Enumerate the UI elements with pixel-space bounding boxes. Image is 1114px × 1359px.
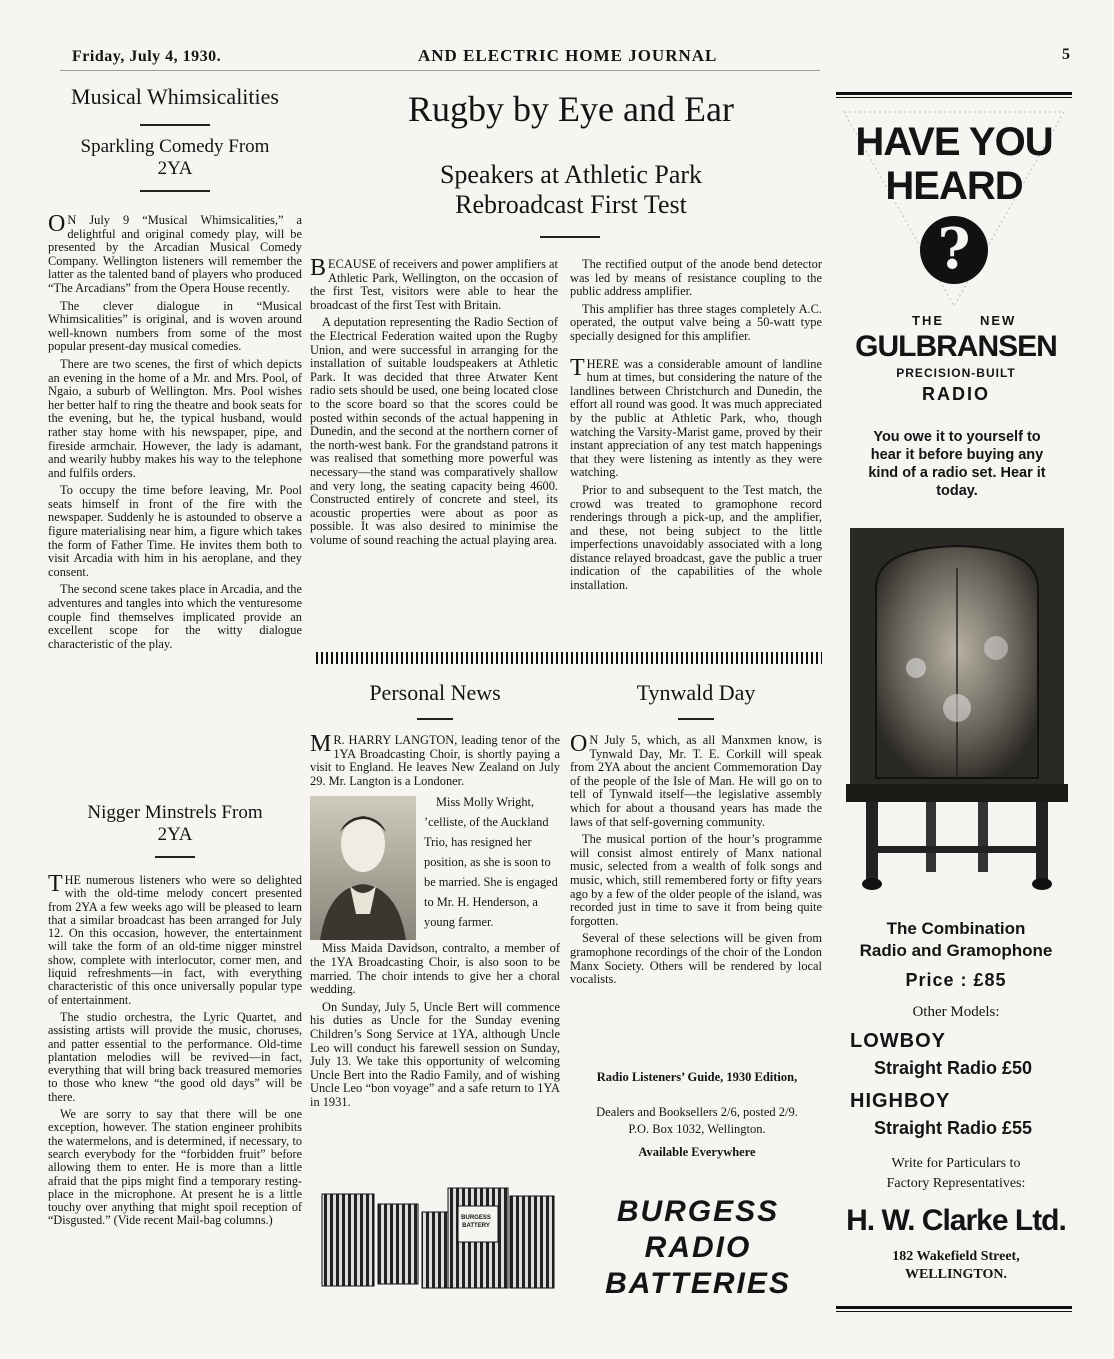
paragraph: R. HARRY LANGTON, leading tenor of the 1YA Broadcasting Choir, is shortly paying a visit to England. He leaves New Zealand on July 29. Mr. Langton is a Londoner.	[310, 733, 560, 788]
header-rule	[60, 70, 820, 71]
rugby-body-col1	[310, 255, 558, 551]
rugby-subtitle-line1: Speakers at Athletic Park	[439, 160, 703, 189]
divider	[540, 236, 600, 238]
gulbransen-pitch: You owe it to yourself to hear it before buying any kind of a radio set. Hear it today.	[868, 429, 1046, 499]
journal-title: AND ELECTRIC HOME JOURNAL	[418, 46, 718, 65]
address-city: WELLINGTON.	[904, 1267, 1008, 1282]
paragraph: There are two scenes, the first of which depicts an evening in the home of a Mr. and Mrs. Pool, of Ngaio, a suburb of Wellington. Mrs. Pool wishes her better half to ring the theatre and book seats for the evening, but he, the typical husband, would rather stay home with his newspaper, pipe, and fireside armchair. However, the lady is adamant, and wearily hubby makes his way to the telephone and fulfils orders.	[48, 356, 302, 480]
gulbransen-banner	[842, 110, 1066, 310]
portrait-icon	[310, 796, 416, 940]
drop-cap: O	[570, 731, 588, 757]
rugby-body-col2	[570, 258, 822, 597]
tynwald-article	[570, 680, 822, 991]
drop-cap: T	[570, 354, 585, 381]
precision-label: PRECISION-BUILT	[896, 366, 1016, 380]
paragraph: The second scene takes place in Arcadia, and the adventures and tangles into which the venturesome couple find themselves implicated provide an excellent scope for the witty dialogue characteristic of the play.	[48, 582, 302, 651]
musical-body	[48, 211, 302, 651]
drop-cap: M	[310, 731, 332, 757]
write-for-particulars	[842, 1154, 1070, 1194]
minstrels-body	[48, 871, 302, 1228]
paragraph: Miss Maida Davidson, contralto, a member of the 1YA Broadcasting Choir, is also soon to be married. The choir intends to give her a choral wedding.	[310, 941, 560, 997]
tynwald-title: Tynwald Day	[636, 680, 756, 705]
lowboy-price: Straight Radio £50	[874, 1058, 1033, 1078]
combination-line2: Radio and Gramophone	[859, 941, 1053, 960]
highboy-price: Straight Radio £55	[874, 1118, 1033, 1138]
paragraph: N July 9 “Musical Whimsicalities,” a delightful and original comedy play, will be presented by the Arcadian Musical Comedy Company. Wellington listeners will remember the latter as the talented band of players who produced “The Arcadians” from the Opera House recently.	[48, 213, 302, 295]
musical-article	[48, 84, 302, 655]
highboy-model: HIGHBOY	[850, 1090, 951, 1112]
burgess-line3: BATTERIES	[605, 1267, 791, 1300]
guide-availability: Available Everywhere	[638, 1145, 756, 1159]
rugby-subtitle-line2: Rebroadcast First Test	[455, 190, 687, 219]
paragraph: This amplifier has three stages completely A.C. operated, the output valve being a 50-watt type specially designed for this amplifier.	[570, 301, 822, 343]
lowboy-model: LOWBOY	[850, 1030, 946, 1052]
musical-title: Musical Whimsicalities	[71, 84, 279, 109]
drop-cap: B	[310, 255, 327, 281]
decorative-rule	[316, 652, 822, 664]
paragraph: We are sorry to say that there will be one exception, however. The station engineer prohibits the watermelons, and is determined, if necessary, to search everybody for the “forbidden fruit” before allowing them to enter. He is more than a little afraid that the pips might find a temporary resting-place in the microphone. At present he is a little touchy over anything that might spoil reception of “Disgusted.” (Vide recent Mail-bag columns.)	[48, 1107, 302, 1228]
paragraph: Prior to and subsequent to the Test match, the crowd was treated to gramophone record renderings through a pick-up, and the amplifier, and these, not being subject to the little imperfections unavoidably associated with a long distance relayed broadcast, gave the public a truer indication of the capabilities of the whole installation.	[570, 482, 822, 593]
radio-cabinet-illustration	[846, 528, 1068, 898]
drop-cap: T	[48, 871, 63, 897]
guide-notice	[566, 1070, 828, 1160]
battery-illustration	[318, 1182, 558, 1300]
divider	[155, 856, 195, 858]
guide-title: Radio Listeners’ Guide, 1930 Edition,	[596, 1070, 798, 1084]
paragraph: N July 5, which, as all Manxmen know, is Tynwald Day, Mr. T. E. Corkill will speak from 2YA about the ancient Commemoration Day of the people of the Isle of Man. He will go on to tell of Tynwald itself—the legislative assembly which for about a thousand years has made the laws of that self-governing community.	[570, 733, 822, 829]
paragraph: HERE was a considerable amount of landline hum at times, but considering the nature of the landlines between Christchurch and Dunedin, the effort all round was good. It was much appreciated by the public at Athletic Park, who, though watching the Varsity-Marist game, proved by their instant appreciation of any test match happenings that they were listening as intently as they were watching.	[570, 356, 822, 480]
divider	[417, 718, 453, 720]
burgess-ad	[316, 1182, 824, 1302]
combination-price: Price : £85	[905, 970, 1007, 990]
address-street: 182 Wakefield Street,	[892, 1249, 1020, 1264]
burgess-line2: RADIO	[644, 1231, 752, 1264]
paragraph: ECAUSE of receivers and power amplifiers at Athletic Park, Wellington, on the occasion of the first Test, visitors were able to hear the broadcast of the first Test with Britain.	[310, 257, 558, 312]
divider	[678, 718, 714, 720]
paragraph: To occupy the time before leaving, Mr. Pool seats himself in front of the fire with the newspaper. Suddenly he is astounded to observe a figure materialising near him, a figure which takes the form of Father Time. He invites them both to visit Arcadia with him in his aeroplane, and they consent.	[48, 483, 302, 579]
combination-heading	[842, 918, 1070, 962]
heard-heading: HEARD	[885, 164, 1023, 208]
page-number: 5	[1062, 46, 1071, 63]
personal-body	[310, 731, 560, 1110]
paragraph: The rectified output of the anode bend detector was led by means of resistance coupling to the public address amplifier.	[570, 257, 822, 299]
paragraph: Miss Molly Wright, ’celliste, of the Auckland Trio, has resigned her position, as she is soon to be married. She is engaged to Mr. H. Henderson, a young farmer.	[424, 795, 558, 930]
minstrels-article	[48, 802, 302, 1232]
burgess-line1: BURGESS	[616, 1195, 780, 1228]
guide-address: P.O. Box 1032, Wellington.	[628, 1122, 766, 1136]
other-models-label: Other Models:	[912, 1004, 1000, 1020]
drop-cap: O	[48, 211, 66, 237]
paragraph: HE numerous listeners who were so delighted with the old-time melody concert presented from 2YA a few weeks ago will be pleased to learn that a similar broadcast has been arranged for July 12. On this occasion, however, the entertainment will take the form of an old-time nigger minstrel show, complete with interlocutor, corner men, and liquid refreshments—in fact, with everything characteristic of this once universally popular type of entertainment.	[48, 873, 302, 1007]
paragraph: A deputation representing the Radio Section of the Electrical Federation waited upon the Rugby Union, and were successful in arranging for the installation of suitable loudspeakers at Athletic Park. It was decided that three Atwater Kent radio sets should be used, one being located close to the score board so that the scores could be posted within seconds of the actual happening in Dunedin, and the second at the northern corner of the north-west bank. For the grandstand patrons it was realised that something more powerful was necessary—the stand was comparatively shallow and very long, the seating capacity being 4600. Constructed entirely of concrete and steel, its acoustic properties were about as poor as possible. It was also desired to minimise the volume of sound reaching the actual playing area.	[310, 315, 558, 547]
paragraph: On Sunday, July 5, Uncle Bert will commence his duties as Uncle for the Sunday evening Children’s Song Service at 1YA, although Uncle Leo will conduct his farewell session on Sunday, July 13. We take this opportunity of welcoming Uncle Bert into the Radio Family, and of wishing Uncle Leo “bon voyage” and a safe return to 1YA in 1931.	[310, 999, 560, 1109]
personal-title: Personal News	[369, 680, 501, 705]
minstrels-title-line1: Nigger Minstrels From	[87, 802, 263, 823]
battery-label: BURGESS BATTERY	[461, 1215, 491, 1229]
svg-text:?: ?	[937, 216, 971, 282]
divider	[140, 124, 210, 126]
new-label: NEW	[980, 313, 1017, 328]
musical-subtitle-line2: 2YA	[157, 158, 193, 179]
company-address	[842, 1248, 1070, 1284]
portrait-photo	[310, 796, 416, 940]
minstrels-title-line2: 2YA	[157, 824, 193, 845]
the-label: THE	[912, 313, 944, 328]
musical-subtitle-line1: Sparkling Comedy From	[80, 136, 270, 157]
combination-line1: The Combination	[886, 919, 1026, 938]
burgess-slogan	[574, 1194, 822, 1302]
guide-price: Dealers and Booksellers 2/6, posted 2/9.	[596, 1105, 798, 1119]
cabinet-icon	[846, 528, 1068, 898]
have-you-heading: HAVE YOU	[855, 120, 1053, 164]
radio-label: RADIO	[922, 384, 990, 404]
paragraph: The clever dialogue in “Musical Whimsicalities” is original, and is woven around well-known numbers from some of the most popular present-day musical comedies.	[48, 298, 302, 354]
paragraph: The studio orchestra, the Lyric Quartet, and assisting artists will provide the music, choruses, and patter essential to the performance. Old-time plantation melodies will be revived—in fact, everything that will bring back treasured memories to those who knew “the good old days” will be there.	[48, 1009, 302, 1104]
company-name: H. W. Clarke Ltd.	[846, 1204, 1066, 1237]
ad-bottom-rule	[836, 1306, 1072, 1312]
divider	[140, 190, 210, 192]
paragraph: Several of these selections will be given from gramophone recordings of the choir of the London Manx Society. Others will be rendered by local vocalists.	[570, 931, 822, 987]
gulbransen-brand: GULBRANSEN	[855, 330, 1057, 363]
rugby-title: Rugby by Eye and Ear	[408, 89, 734, 129]
rugby-subtitle	[312, 160, 830, 220]
page-date: Friday, July 4, 1930.	[72, 48, 222, 65]
ad-top-rule	[836, 92, 1072, 98]
paragraph: The musical portion of the hour’s programme will consist almost entirely of Manx national music, selected from a wealth of folk songs and music, which, still remembered forty or fifty years ago by a few of the older people of the island, was recorded just in time to save it from being quite forgotten.	[570, 832, 822, 928]
write-line1: Write for Particulars to	[891, 1156, 1021, 1171]
tynwald-body	[570, 731, 822, 987]
personal-article	[310, 680, 560, 1114]
write-line2: Factory Representatives:	[886, 1176, 1026, 1191]
